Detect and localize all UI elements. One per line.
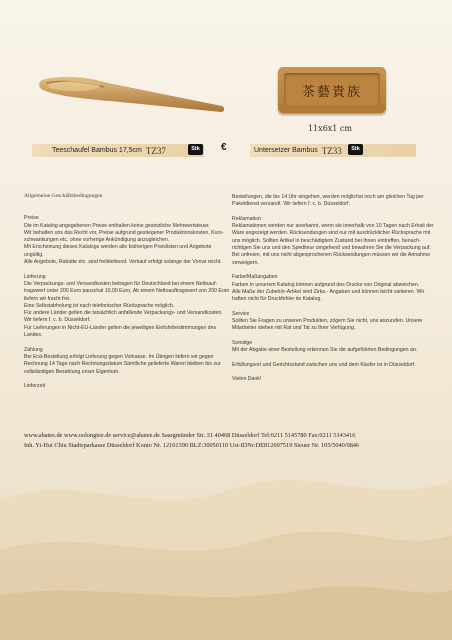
section-text-line: haften nicht für Druckfehler im Katalog. bbox=[232, 296, 322, 303]
section-text-line: Mitarbeiter stehen mit Rat und Tat zu Ihrer Verfügung. bbox=[232, 325, 356, 332]
unit-badge-right: Stk bbox=[348, 144, 363, 155]
terms-section bbox=[232, 340, 432, 355]
section-text-line: Sollten Sie Fragen zu unseren Produkten, zögern Sie nicht, uns anzurufen. Unsere bbox=[232, 318, 423, 325]
section-text-line: Bei unfreien, mit uns nicht abgesprochenen Rücksendungen müssen wir die Annahme bbox=[232, 252, 431, 259]
section-text-line: Bestellungen, die bis 14 Uhr eingehen, werden möglichst noch am gleichen Tag per bbox=[232, 194, 424, 200]
footer-bank-line: Inh. Yi-Hui Chiu Stadtsparkasse Düsseldorf Konto Nr. 12101390 BLZ:30050110 Ust-IDNr:DE812607519 Steuer Nr. 105/5040/0846 bbox=[24, 442, 360, 449]
section-text-line: Rechnung 14 Tage nach Rechnungsdatum.Sämtliche gelieferte Waren bleiben bis zur bbox=[24, 361, 221, 368]
section-heading: Lieferzeit bbox=[24, 383, 46, 390]
section-text-line: liefern wir fracht frei. bbox=[24, 295, 71, 302]
terms-section bbox=[232, 216, 432, 267]
section-text-line: Reklamationen werden nur anerkannt, wenn sie innerhalb von 10 Tagen nach Erhalt der bbox=[232, 223, 434, 230]
section-text-line: uns möglich. Sollten Artikel in beschädigtem Zustand bei Ihnen eintreffen, benach- bbox=[232, 237, 421, 244]
section-text-line: Vielen Dank! bbox=[232, 376, 262, 383]
product-label-right bbox=[250, 144, 416, 157]
section-text-line: Landes. bbox=[24, 332, 43, 339]
section-heading: Service bbox=[232, 310, 250, 317]
coaster-engraving: 茶藝貴族 bbox=[301, 84, 362, 100]
section-text-line: Wir behalten uns das Recht vor, Preise aufgrund gestiegener Produktionskosten, Kurs- bbox=[24, 229, 224, 236]
bamboo-coaster-image bbox=[278, 67, 386, 113]
terms-section bbox=[24, 383, 220, 390]
section-text-line: Für Lieferungen in Nicht-EU-Länder gelten die jeweiligen Einfuhrbestimmungen des bbox=[24, 324, 217, 331]
footer-contact-line: www.ahatee.de www.oolongtee.de service@ahatee.de Saargmünder Str. 31 40468 Düsseldorf Tel:0211 5145780 Fax:0211 5143416 bbox=[24, 432, 356, 439]
section-text-line: Wir liefern f. c. b. Düsseldorf. bbox=[24, 317, 91, 324]
terms-title: Allgemeine Geschäftsbedingungen bbox=[24, 193, 103, 199]
section-text-line: Ware angezeigt werden. Rücksendungen sind nur mit ausdrücklicher Rücksprache mit bbox=[232, 230, 431, 237]
terms-section bbox=[232, 194, 432, 209]
section-text-line: Für andere Länder gelten die tatsächlich anfallende Verpackungs- und Versandkosten. bbox=[24, 310, 223, 317]
product-label-left bbox=[32, 144, 204, 157]
section-text-line: vollständigen Bezahlung unser Eigentum. bbox=[24, 368, 120, 375]
terms-section bbox=[232, 362, 432, 369]
coaster-dimensions: 11x6x1 cm bbox=[308, 124, 352, 133]
product-name-right: Untersetzer Bambus bbox=[254, 147, 318, 154]
terms-section bbox=[232, 274, 432, 303]
coaster-engraving-area bbox=[284, 73, 380, 107]
section-text-line: Mit Erscheinung dieses Katalogs werden alle bisherigen Preislisten und Angebote bbox=[24, 244, 212, 251]
section-text-line: ungültig. bbox=[24, 251, 44, 258]
section-text-line: Eine Selbstabholung ist nach telefonischer Rücksprache möglich. bbox=[24, 302, 175, 309]
terms-section bbox=[232, 311, 432, 333]
section-text-line: Erfüllungsort und Gerichtsstand zwischen uns und dem Käufer ist in Düsseldorf. bbox=[232, 361, 416, 368]
terms-section bbox=[24, 347, 220, 376]
section-heading: Sonstige bbox=[232, 339, 253, 346]
product-code-right: TZ33 bbox=[321, 145, 342, 156]
section-text-line: Alle Angebote, Rabatte etc. sind freibleibend. Verkauf erfolgt solange der Vorrat reicht. bbox=[24, 259, 222, 266]
section-text-line: Die Verpackungs- und Versandkosten betragen für Deutschland bei einem Nettoauf- bbox=[24, 280, 218, 287]
section-text-line: Alle Maße der Zubehör-Artikel sind Zirka - Angaben und können leicht variieren. Wir bbox=[232, 288, 425, 295]
bamboo-scoop-image bbox=[38, 74, 226, 116]
product-code-left: TZ37 bbox=[145, 145, 166, 156]
section-heading: Farbe/Maßangaben bbox=[232, 274, 278, 281]
section-text-line: Paketdienst versandt. Wir liefern f. c. b. Düsseldorf. bbox=[232, 201, 350, 208]
terms-section bbox=[24, 215, 224, 266]
terms-column-left bbox=[24, 193, 230, 398]
product-name-left: Teeschaufel Bambus 17,5cm bbox=[52, 147, 142, 154]
background-wash bbox=[0, 430, 452, 640]
section-heading: Reklamation bbox=[232, 215, 261, 222]
section-text-line: Mit der Abgabe einer Bestellung erkennen Sie die aufgeführten Bedingungen an. bbox=[232, 347, 418, 354]
section-text-line: schwankungen etc. ohne vorherige Ankündigung anzugleichen. bbox=[24, 237, 170, 244]
section-text-line: Bei Erst-Bestellung erfolgt Lieferung gegen Vorkasse. Im Übrigen liefern wir gegen bbox=[24, 353, 214, 360]
company-footer bbox=[24, 431, 444, 451]
section-heading: Zahlung bbox=[24, 346, 43, 353]
currency-symbol: € bbox=[221, 142, 227, 153]
section-text-line: verweigern. bbox=[232, 259, 259, 266]
terms-section bbox=[232, 376, 432, 383]
terms-column-right bbox=[232, 194, 432, 391]
section-text-line: richtigen Sie uns und den Spediteur umgehend und bewahren Sie die Verpackung auf. bbox=[232, 245, 431, 252]
section-heading: Lieferung bbox=[24, 273, 46, 280]
section-text-line: Die im Katalog angegebenen Preise enthalten keine gesetzliche Mehrwertsteuer. bbox=[24, 222, 210, 229]
section-text-line: Farben in unserem Katalog können aufgrund des Drucks von Original abweichen. bbox=[232, 281, 420, 288]
unit-badge-left: Stk bbox=[188, 144, 203, 155]
terms-section bbox=[24, 273, 230, 340]
section-text-line: tragswert unter 200 Euro pauschal 10,00 Euro. Ab einem Nettoauftragswert von 200 Euro bbox=[24, 288, 230, 295]
section-heading: Preise bbox=[24, 215, 39, 222]
